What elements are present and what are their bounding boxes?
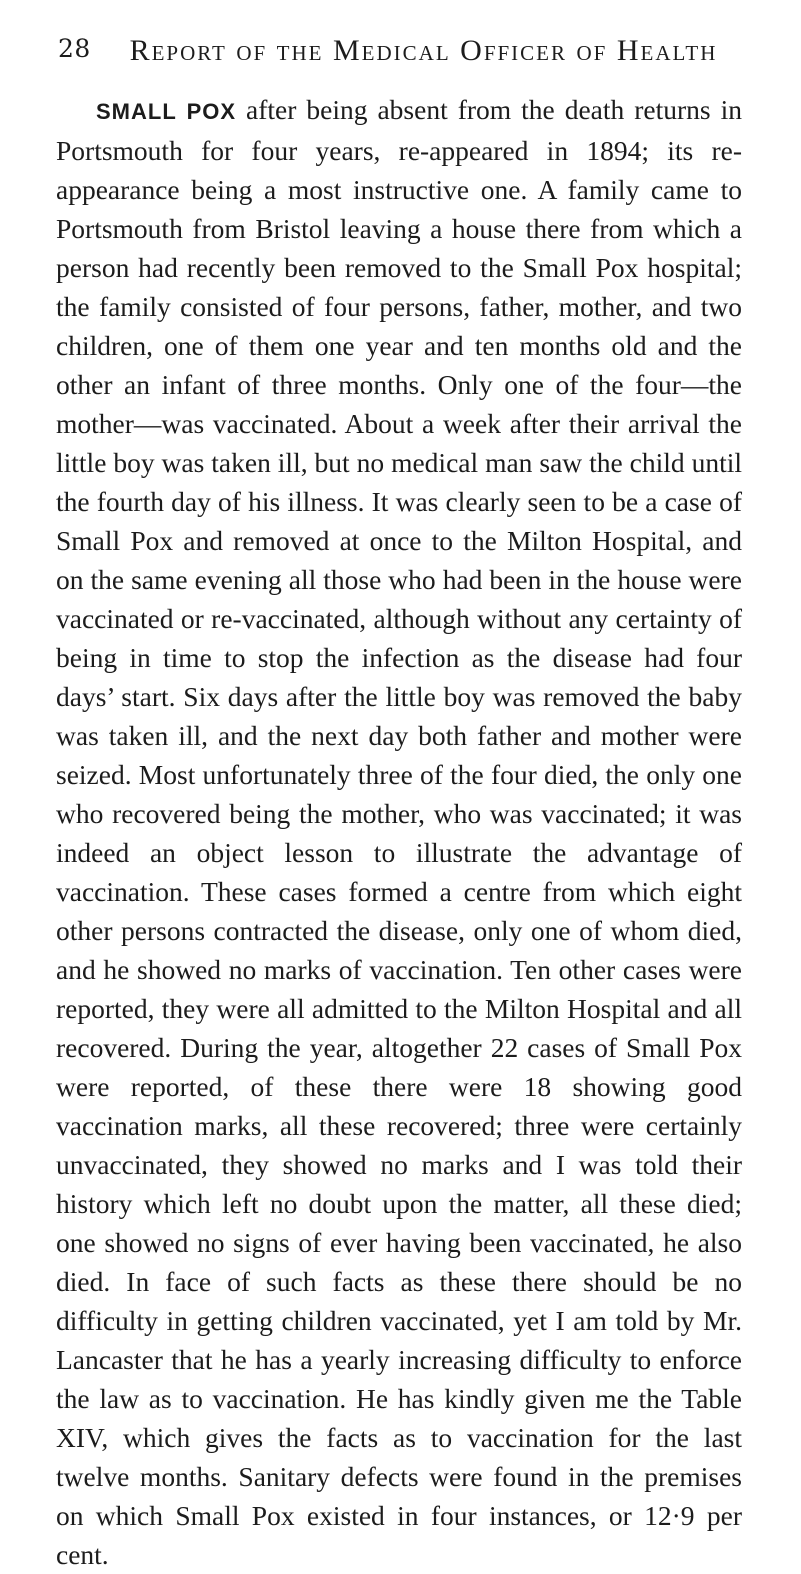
page-header-title: Report of the Medical Officer of Health [129, 34, 718, 67]
running-head [58, 34, 749, 74]
section-lead-caps: SMALL POX [96, 99, 237, 124]
paragraph-text: after being absent from the death returns in Portsmouth for four years, re-appeared in 1894; its re-appearance being a most instructive one. A family came to Portsmouth from Bristol leaving a house there from which a person had recently been removed to the Small Pox hospital; the family consisted of four persons, father, mother, and two children, one of them one year and ten months old and the other an infant of three months. Only one of the four—the mother—was vaccinated. About a week after their arrival the little boy was taken ill, but no medical man saw the child until the fourth day of his illness. It was clearly seen to be a case of Small Pox and removed at once to the Milton Hospital, and on the same evening all those who had been in the house were vaccinated or re-vaccinated, although without any certainty of being in time to stop the infection as the disease had four days’ start. Six days after the little boy was removed the baby was taken ill, and the next day both father and mother were seized. Most unfortunately three of the four died, the only one who recovered being the mother, who was vaccinated; it was indeed an object lesson to illustrate the advantage of vaccination. These cases formed a centre from which eight other persons contracted the disease, only one of whom died, and he showed no marks of vaccination. Ten other cases were reported, they were all admitted to the Milton Hospital and all recovered. During the year, altogether 22 cases of Small Pox were reported, of these there were 18 showing good vaccination marks, all these recovered; three were certainly unvaccinated, they showed no marks and I was told their history which left no doubt upon the matter, all these died; one showed no signs of ever having been vaccinated, he also died. In face of such facts as these there should be no difficulty in getting children vaccinated, yet I am told by Mr. Lancaster that he has a yearly increasing difficulty to enforce the law as to vaccination. He has kindly given me the Table XIV, which gives the facts as to vaccination for the last twelve months. Sanitary defects were found in the premises on which Small Pox existed in four instances, or 12·9 per cent. [56, 94, 742, 1570]
page-number: 28 [58, 34, 91, 63]
body-text [56, 90, 742, 1574]
paragraph [56, 90, 742, 1574]
